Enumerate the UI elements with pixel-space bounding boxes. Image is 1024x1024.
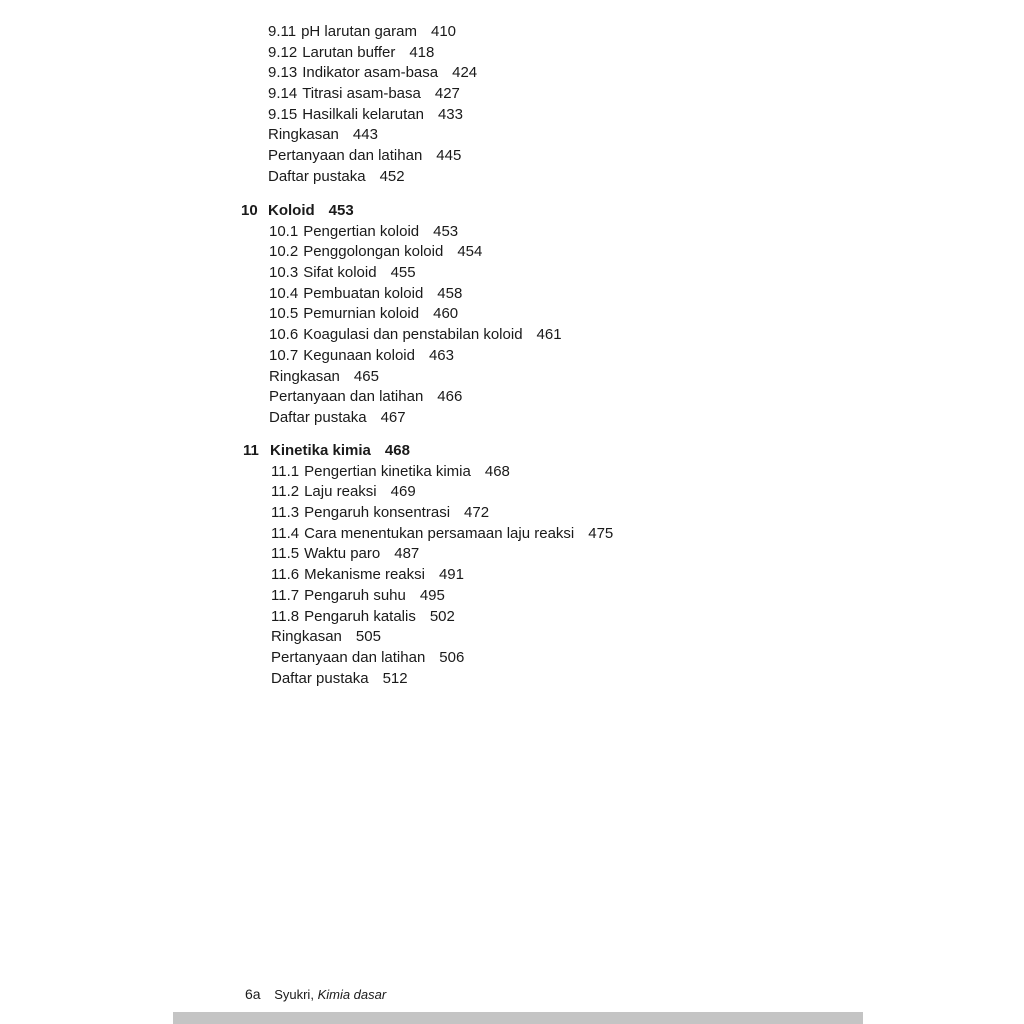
entry-title: Pengaruh suhu [304,586,406,604]
toc-entry [270,462,1024,483]
entry-page: 433 [437,105,463,123]
entry-title: Kegunaan koloid [303,346,415,364]
entry-page: 463 [428,346,454,364]
entry-title: Daftar pustaka [268,167,366,185]
entry-page: 452 [379,167,405,185]
entry-title: Laju reaksi [304,483,377,501]
entry-number: 11.5 [271,545,300,563]
entry-title: Pertanyaan dan latihan [271,648,426,666]
toc-entry [270,669,1024,690]
entry-title: Pemurnian koloid [303,305,420,323]
chapter-heading [241,201,1024,222]
toc-entry [268,367,1024,388]
entry-title: Ringkasan [269,367,340,385]
entry-page: 467 [380,408,406,426]
toc-entry [268,242,1024,263]
toc-entry [270,544,1024,565]
toc-entry [268,408,1024,429]
entry-title: Pertanyaan dan latihan [268,147,423,165]
entry-page: 455 [390,264,416,282]
entry-number: 9.15 [268,105,298,123]
chapter-page: 453 [328,202,354,219]
chapter-title: Koloid [268,202,315,219]
entry-page: 460 [433,305,459,323]
entry-page: 495 [419,586,445,604]
entry-number: 9.12 [268,43,298,61]
entry-title: Pembuatan koloid [303,284,424,302]
entry-title: Koagulasi dan penstabilan koloid [303,326,523,344]
entry-title: Ringkasan [271,628,342,646]
entry-page: 410 [431,23,457,40]
toc-entry [268,387,1024,408]
toc-entry [268,63,1024,84]
entry-page: 445 [436,147,462,165]
toc-section-chapter-10 [241,201,1024,429]
entry-title: Mekanisme reaksi [304,566,425,584]
entry-page: 502 [429,607,455,625]
chapter-number: 10 [241,202,258,219]
entry-title: Indikator asam-basa [302,64,439,82]
entry-page: 418 [409,43,435,61]
entry-title: Pengaruh katalis [304,607,416,625]
entry-number: 11.2 [271,483,300,501]
entry-title: Titrasi asam-basa [302,85,421,103]
entry-page: 466 [437,388,463,406]
entry-number: 10.3 [269,264,299,282]
entry-page: 512 [382,669,408,687]
entry-title: Pertanyaan dan latihan [269,388,424,406]
entry-title: Pengertian koloid [303,222,420,240]
entry-number: 10.1 [269,222,299,240]
toc-entry [268,263,1024,284]
toc-entry [268,146,1024,167]
toc-entry [270,648,1024,669]
entry-number: 11.3 [271,504,300,522]
toc-entry [268,284,1024,305]
entry-title: Pengertian kinetika kimia [304,462,471,480]
entry-number: 9.13 [268,64,298,82]
entry-number: 10.6 [269,326,299,344]
toc-entry [268,222,1024,243]
entry-number: 11.6 [271,566,300,584]
entry-title: Larutan buffer [302,43,396,61]
entry-number: 9.11 [268,23,297,40]
toc-entry [268,125,1024,146]
entry-number: 11.7 [271,586,300,604]
entry-page: 465 [353,367,379,385]
entry-page: 472 [464,504,490,522]
entry-title: Daftar pustaka [271,669,369,687]
toc-entry [270,503,1024,524]
toc-entry [268,325,1024,346]
chapter-title: Kinetika kimia [270,442,371,459]
chapter-number: 11 [243,442,259,459]
toc-entry [270,586,1024,607]
entry-title: Cara menentukan persamaan laju reaksi [304,524,575,542]
toc-entry [268,304,1024,325]
entry-number: 10.4 [269,284,299,302]
entry-title: Penggolongan koloid [303,243,444,261]
toc-entry [270,565,1024,586]
chapter-page: 468 [384,442,410,459]
entry-page: 424 [452,64,478,82]
entry-title: Daftar pustaka [269,408,367,426]
footer-book-title: Kimia dasar [317,987,387,1002]
entry-number: 11.8 [271,607,300,625]
entry-page: 458 [437,284,463,302]
entry-title: Pengaruh konsentrasi [304,504,451,522]
entry-number: 11.1 [271,462,300,480]
entry-page: 427 [434,85,460,103]
entry-number: 9.14 [268,85,298,103]
chapter-heading [243,441,1024,462]
entry-page: 469 [390,483,416,501]
scan-edge-bar [173,1012,863,1024]
toc-entry [268,43,1024,64]
entry-number: 11.4 [271,524,300,542]
entry-title: pH larutan garam [301,23,417,40]
entry-page: 487 [394,545,420,563]
page-footer [245,986,386,1002]
entry-page: 506 [439,648,465,666]
entry-page: 475 [588,524,614,542]
entry-page: 491 [438,566,464,584]
entry-title: Waktu paro [304,545,381,563]
toc-entry [270,607,1024,628]
toc-entry [270,524,1024,545]
toc-entry [268,167,1024,188]
toc-section-chapter-9-continued [268,22,1024,188]
entry-number: 10.7 [269,346,299,364]
page-number: 6a [245,986,261,1002]
entry-page: 454 [457,243,483,261]
toc-entry [268,346,1024,367]
toc-entry [268,22,1024,43]
entry-page: 468 [484,462,510,480]
toc-entry [268,105,1024,126]
entry-number: 10.2 [269,243,299,261]
entry-page: 453 [433,222,459,240]
entry-page: 461 [536,326,562,344]
entry-page: 443 [352,126,378,144]
entry-title: Sifat koloid [303,264,377,282]
toc-entry [270,627,1024,648]
footer-author: Syukri, [274,987,314,1002]
entry-page: 505 [355,628,381,646]
entry-title: Hasilkali kelarutan [302,105,424,123]
entry-title: Ringkasan [268,126,339,144]
toc-section-chapter-11 [243,441,1024,689]
toc-entry [270,482,1024,503]
entry-number: 10.5 [269,305,299,323]
toc-entry [268,84,1024,105]
